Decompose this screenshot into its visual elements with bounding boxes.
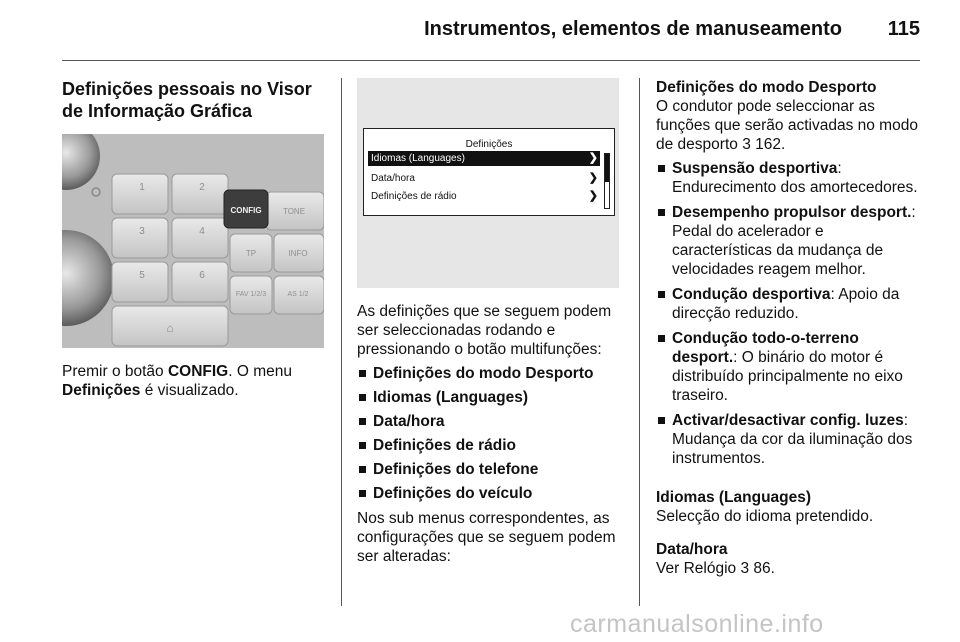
info-label: INFO [288,249,308,258]
list-item: Definições do modo Desporto [357,364,627,383]
outro-text: Nos sub menus correspondentes, as configurações que se seguem podem ser alteradas: [357,510,616,565]
chevron-right-icon: ❯ [588,172,598,184]
control-panel-illustration [62,134,324,348]
column-1 [62,78,324,400]
sport-mode-list [656,159,926,468]
key-label: 4 [199,226,205,237]
screen-menu-item: Data/hora ❯ [371,172,598,184]
screen-title: Definições [465,139,513,150]
screen-menu-item: Idiomas (Languages) ❯ [368,151,600,166]
page-number: 115 [887,18,920,40]
chevron-right-icon: ❯ [588,190,598,202]
page-ref-arrow-icon: 3 [740,560,750,577]
watermark: carmanualsonline.info [570,610,824,638]
column-divider-2 [639,78,640,606]
instruction-text: Premir o botão CONFIG. O menu Definições é visualizado. [62,363,292,399]
key-label: 3 [139,226,145,237]
section-heading: Definições pessoais no Visor de Informação Gráfica [62,79,312,121]
intro-text: As definições que se seguem podem ser seleccionadas rodando e pressionando o botão multifunções: [357,303,612,358]
list-item: Data/hora [357,412,627,431]
page-ref-arrow-icon: 3 [742,136,751,153]
body-text: Selecção do idioma pretendido. [656,508,874,525]
header-rule [62,60,920,61]
subsection-heading: Data/hora [656,541,728,558]
tp-label: TP [245,249,257,258]
as-label: AS 1/2 [287,291,309,298]
subsection-heading: Definições do modo Desporto [656,79,877,96]
list-item: Definições do telefone [357,460,627,479]
key-label: 5 [139,270,145,281]
list-item: Idiomas (Languages) [357,388,627,407]
header-title: Instrumentos, elementos de manuseamento [424,18,842,40]
scrollbar-illustration [604,153,610,209]
config-label: CONFIG [230,206,262,215]
key-label: 2 [199,182,205,193]
settings-screen [363,128,615,216]
display-illustration [357,78,619,288]
body-text: Ver Relógio 3 86. [656,560,775,577]
list-item: Condução desportiva: Apoio da direcção reduzido. [656,285,926,323]
screen-menu-item: Definições de rádio ❯ [371,190,598,202]
column-3 [656,78,926,578]
chevron-right-icon: ❯ [588,152,598,164]
body-text: O condutor pode seleccionar as funções que serão activadas no modo de desporto 3 162. [656,98,918,153]
fav-label: FAV 1/2/3 [235,291,267,298]
key-label: 6 [199,270,205,281]
tone-label: TONE [282,207,306,216]
settings-list [357,364,627,503]
list-item: Activar/desactivar config. luzes: Mudança da cor da iluminação dos instrumentos. [656,411,926,468]
column-divider-1 [341,78,342,606]
home-icon: ⌂ [166,321,174,335]
list-item: Definições de rádio [357,436,627,455]
list-item: Desempenho propulsor desport.: Pedal do acelerador e características da mudança de velocidades reagem melhor. [656,203,926,279]
list-item: Condução todo-o-terreno desport.: O binário do motor é distribuído principalmente no eixo traseiro. [656,329,926,405]
list-item: Definições do veículo [357,484,627,503]
list-item: Suspensão desportiva: Endurecimento dos amortecedores. [656,159,926,197]
column-2 [357,78,627,566]
subsection-heading: Idiomas (Languages) [656,489,812,506]
control-panel-photo [62,134,324,348]
key-label: 1 [139,182,145,193]
page-header [0,18,960,48]
